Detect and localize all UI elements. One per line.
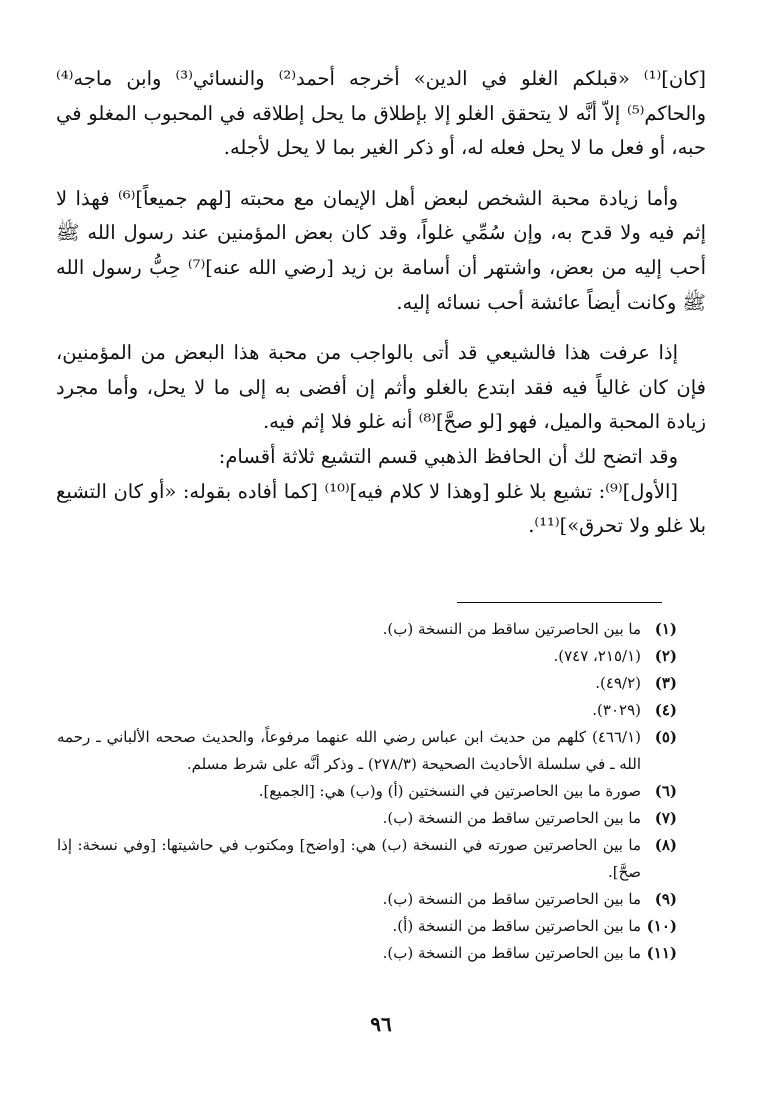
footnote-item [57,940,677,967]
footnote-item [57,805,677,832]
footnote-text: ما بين الحاصرتين ساقط من النسخة (ب). [382,809,641,827]
footnote-number: (٧) [654,809,677,827]
footnote-separator [457,602,662,603]
footnote-item [57,832,677,886]
footnotes [57,616,677,967]
page-number: ٩٦ [370,1012,392,1036]
main-text [56,62,706,544]
footnote-number: (٦) [654,782,677,800]
footnote-text: ما بين الحاصرتين ساقط من النسخة (أ). [392,917,641,935]
paragraph-1: [كان]⁽¹⁾ «قبلكم الغلو في الدين» أخرجه أحمد⁽²⁾ والنسائي⁽³⁾ وابن ماجه⁽⁴⁾ والحاكم⁽⁵⁾ إلاّ أنَّه لا يتحقق الغلو إلا بإطلاق ما يحل إطلاقه في المحبوب المغلو في حبه، أو فعل ما لا يحل فعله له، أو ذكر الغير بما لا يحل لأجله. [56,67,706,160]
footnote-number: (١٠) [646,917,677,935]
footnote-text: ما بين الحاصرتين ساقط من النسخة (ب). [382,890,641,908]
footnote-number: (٥) [654,728,677,746]
footnote-text: ما بين الحاصرتين ساقط من النسخة (ب). [382,620,641,638]
footnote-text: (٤٩/٢). [595,674,641,692]
footnote-item [57,724,677,778]
footnote-item [57,697,677,724]
paragraph-5: [الأول]⁽⁹⁾: تشيع بلا غلو [وهذا لا كلام فيه]⁽¹⁰⁾ [كما أفاده بقوله: «أو كان التشيع بلا غلو ولا تحرق»]⁽¹¹⁾. [56,479,706,538]
footnote-text: (٣٠٢٩). [592,701,641,719]
footnote-text: ما بين الحاصرتين ساقط من النسخة (ب). [382,944,641,962]
footnote-number: (٤) [654,701,677,719]
footnote-number: (٣) [654,674,677,692]
paragraph-3: إذا عرفت هذا فالشيعي قد أتى بالواجب من محبة هذا البعض من المؤمنين، فإن كان غالياً فيه فقد ابتدع بالغلو وأثم إن أفضى به إلى ما لا يحل، وأما مجرد زيادة المحبة والميل، فهو [لو صحَّ]⁽⁸⁾ أنه غلو فلا إثم فيه. [56,341,706,434]
footnote-item [57,670,677,697]
footnote-item [57,886,677,913]
footnote-item [57,616,677,643]
footnote-number: (٩) [654,890,677,908]
footnote-number: (١) [654,620,677,638]
footnote-item [57,778,677,805]
footnote-item [57,913,677,940]
paragraph-2: وأما زيادة محبة الشخص لبعض أهل الإيمان مع محبته [لهم جميعاً]⁽⁶⁾ فهذا لا إثم فيه ولا قدح به، وإن سُمِّي غلواً، وقد كان بعض المؤمنين عند رسول الله ﷺ أحب إليه من بعض، واشتهر أن أسامة بن زيد [رضي الله عنه]⁽⁷⁾ حِبُّ رسول الله ﷺ وكانت أيضاً عائشة أحب نسائه إليه. [56,186,707,314]
footnote-text: ما بين الحاصرتين صورته في النسخة (ب) هي: [واضح] ومكتوب في حاشيتها: [وفي نسخة: إذا صحَّ]. [57,836,641,881]
paragraph-4: وقد اتضح لك أن الحافظ الذهبي قسم التشيع ثلاثة أقسام: [218,444,678,468]
footnote-item [57,643,677,670]
footnote-text: (٢١٥/١، ٧٤٧). [553,647,641,665]
footnote-number: (٨) [654,836,677,854]
footnote-number: (١١) [646,944,677,962]
footnote-number: (٢) [654,647,677,665]
footnote-text: صورة ما بين الحاصرتين في النسختين (أ) و(ب) هي: [الجميع]. [258,782,641,800]
footnote-text: (٤٦٦/١) كلهم من حديث ابن عباس رضي الله عنهما مرفوعاً، والحديث صححه الألباني ـ رحمه الله ـ في سلسلة الأحاديث الصحيحة (٢٧٨/٣) ـ وذكر أنَّه على شرط مسلم. [57,728,641,773]
